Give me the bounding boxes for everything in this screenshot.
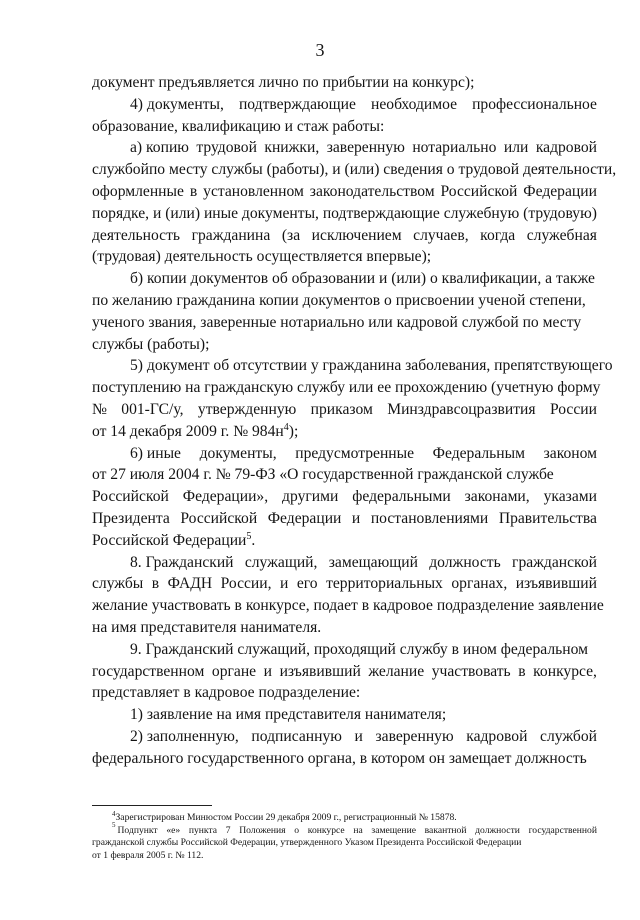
footnote-mark: 4 — [112, 809, 116, 818]
text-line — [92, 508, 597, 530]
text-line — [92, 137, 597, 159]
word: 8. Гражданский — [130, 553, 234, 571]
word: ФАДН — [167, 575, 213, 593]
footnotes — [92, 809, 597, 862]
word: заверенную — [326, 139, 405, 157]
page-number: 3 — [315, 40, 325, 60]
word: 6) иные — [130, 444, 181, 462]
text-line — [92, 421, 597, 443]
word: подтверждающие — [238, 95, 356, 113]
word: Российской — [180, 509, 258, 527]
word: служебная — [526, 226, 597, 244]
word: службой — [92, 161, 149, 179]
word: по желанию гражданина копии документов о присвоении ученой степени, — [92, 291, 586, 309]
word: его — [296, 575, 318, 593]
word: о — [294, 824, 300, 836]
footnote-text — [118, 825, 598, 838]
word: Федерации — [267, 509, 342, 527]
word: государственном — [92, 662, 205, 680]
word: служащий, — [244, 553, 318, 571]
footnote-5-line — [92, 820, 597, 838]
word: пункта — [188, 824, 218, 836]
word: заверенную — [375, 727, 454, 745]
word: когда — [480, 226, 516, 244]
text-line — [92, 443, 597, 465]
word: «е» — [166, 824, 181, 836]
text-line — [92, 486, 597, 508]
text-span: ); — [288, 422, 299, 440]
word: ученого звания, заверенные нотариально или кадровой службой по месту — [92, 313, 582, 331]
text-line — [92, 181, 597, 203]
word: Федерации — [523, 182, 597, 200]
text-line — [92, 639, 597, 661]
word: от 27 июля 2004 г. № 79-ФЗ «О государственной гражданской службе — [92, 466, 554, 484]
text-line — [92, 94, 597, 116]
text-line — [92, 377, 601, 399]
word: вакантной — [424, 824, 467, 836]
text-line: (трудовая) деятельность осуществляется впервые); — [92, 248, 432, 266]
word: Федеральным — [432, 444, 525, 462]
word: конкурсе — [307, 824, 345, 836]
word: по месту службы (работы), и (или) сведения о трудовой деятельности, — [148, 161, 617, 179]
word: а) копию — [130, 139, 189, 157]
word: России — [549, 400, 597, 418]
word: постановлениями — [370, 509, 489, 527]
word: должности — [475, 824, 520, 836]
text-span: Российской Федерации — [92, 531, 247, 549]
word: должность — [429, 553, 501, 571]
text-line — [92, 225, 597, 247]
word: и — [263, 662, 273, 680]
text-line — [92, 530, 597, 552]
footnote-ref-4: 4 — [283, 421, 289, 433]
word: Минздравсоцразвития — [387, 400, 536, 418]
word: 4) документы, — [130, 95, 224, 113]
word: порядке, и (или) иные документы, подтверждающие служебную (трудовую) — [92, 204, 597, 222]
word: гражданской — [512, 553, 597, 571]
text-line — [92, 203, 597, 225]
text-line: службы (работы); — [92, 335, 210, 353]
word: гражданина — [191, 226, 271, 244]
word: кадровой — [535, 139, 597, 157]
word: законами, — [464, 488, 530, 506]
word: изъявивший — [279, 662, 361, 680]
word: профессиональное — [472, 95, 597, 113]
word: исключением — [311, 226, 402, 244]
word: нотариально — [412, 139, 497, 157]
word: 5) документ об отсутствии у гражданина заболевания, препятствующего — [130, 357, 613, 375]
word: или — [503, 139, 529, 157]
word: 7 — [225, 824, 231, 836]
footnote-mark: 5 — [112, 820, 116, 829]
word: (за — [281, 226, 301, 244]
text-span: от 14 декабря 2009 г. № 984н — [92, 422, 284, 440]
text-line — [92, 595, 604, 617]
word: изъявивший — [515, 575, 597, 593]
word: б) копии документов об образовании и (или) о квалификации, а также — [130, 270, 595, 288]
word: участвовать — [431, 662, 511, 680]
word: 001-ГС/у, — [121, 400, 184, 418]
word: в — [518, 662, 526, 680]
word: деятельность — [92, 226, 181, 244]
word: службы — [92, 575, 144, 593]
word: и — [280, 575, 289, 593]
footnote-text: Зарегистрирован Минюстом России 29 декабря 2009 г., регистрационный № 15878. — [115, 812, 457, 823]
word: подписанную — [251, 727, 342, 745]
word: законодательством — [309, 182, 435, 200]
text-line — [92, 661, 597, 683]
word: Правительства — [498, 509, 597, 527]
word: 9. Гражданский служащий, проходящий службу в ином федеральном — [130, 640, 588, 658]
word: Президента — [92, 509, 170, 527]
text-line: образование, квалификацию и стаж работы: — [92, 117, 385, 135]
word: оформленные — [92, 182, 184, 200]
text-line: 1) заявление на имя представителя нанимателя; — [130, 706, 447, 724]
word: необходимое — [371, 95, 458, 113]
word: 2) заполненную, — [130, 727, 239, 745]
word: книжки, — [264, 139, 320, 157]
word: территориальных — [326, 575, 443, 593]
word: приказом — [310, 400, 373, 418]
word: указами — [543, 488, 597, 506]
footnote-5-line — [92, 837, 597, 850]
text-line — [92, 355, 613, 377]
word: и — [354, 727, 363, 745]
word: службой — [540, 727, 597, 745]
text-line — [92, 159, 617, 181]
footnote-4 — [92, 809, 597, 825]
word: на — [353, 824, 363, 836]
text-line — [92, 573, 597, 595]
word: России, — [220, 575, 272, 593]
text-span: . — [251, 531, 256, 549]
word: Федерации», — [182, 488, 269, 506]
text-line: на имя представителя нанимателя. — [92, 618, 322, 636]
text-line: представляет в кадровое подразделение: — [92, 684, 361, 702]
word: в — [151, 575, 160, 593]
word: установленном — [203, 182, 304, 200]
word: Российской — [440, 182, 518, 200]
word: государственной — [528, 824, 597, 836]
word: Подпункт — [117, 824, 158, 836]
word: № — [92, 400, 107, 418]
word: случаев, — [413, 226, 469, 244]
footnote-ref-5: 5 — [246, 530, 252, 542]
text-line — [92, 268, 597, 290]
word: желание участвовать в конкурсе, подает в кадровое подразделение заявление — [92, 597, 604, 615]
word: Положения — [239, 824, 286, 836]
footnote-divider — [92, 805, 212, 806]
word: замещение — [371, 824, 416, 836]
word: органе — [211, 662, 257, 680]
footnote-5-line: от 1 февраля 2005 г. № 112. — [92, 849, 204, 861]
word: в — [189, 182, 198, 200]
word: федерального государственного органа, в котором он замещает должность — [92, 749, 587, 767]
document-body — [92, 72, 617, 770]
word: замещающий — [328, 553, 418, 571]
word: федеральными — [352, 488, 451, 506]
word: и — [351, 509, 361, 527]
text-line: документ предъявляется лично по прибытии на конкурс); — [92, 74, 475, 91]
text-line — [92, 726, 597, 748]
word: поступлению на гражданскую службу или ее прохождению (учетную форму — [92, 379, 601, 397]
text-line — [92, 464, 597, 486]
word: гражданской службы Российской Федерации, утвержденного Указом Президента Российской Федерации — [92, 837, 522, 849]
text-line — [92, 399, 597, 421]
text-line — [92, 290, 597, 312]
word: законом — [543, 444, 597, 462]
word: предусмотренные — [295, 444, 415, 462]
word: Российской — [92, 488, 169, 506]
text-line — [92, 748, 597, 770]
word: органах, — [451, 575, 508, 593]
text-line — [92, 552, 597, 574]
word: другими — [282, 488, 339, 506]
word: желание — [368, 662, 425, 680]
word: трудовой — [196, 139, 257, 157]
word: кадровой — [466, 727, 528, 745]
word: документы, — [199, 444, 277, 462]
text-line — [92, 312, 597, 334]
word: утвержденную — [197, 400, 297, 418]
word: конкурсе, — [533, 662, 597, 680]
